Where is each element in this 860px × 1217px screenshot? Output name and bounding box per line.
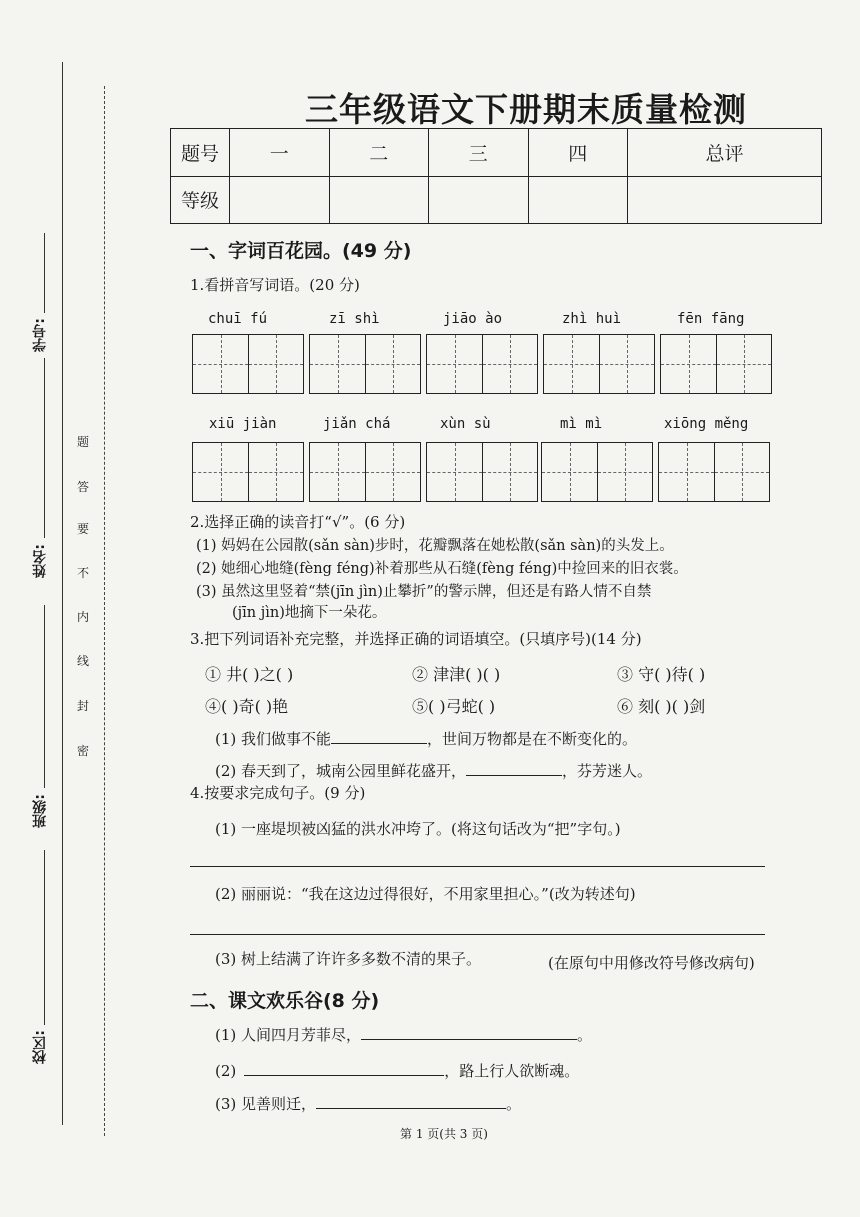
section-heading: 一、字词百花园。(49 分): [190, 240, 412, 262]
fill-blank[interactable]: [244, 1061, 444, 1076]
fill-sentence: (2) 春天到了，城南公园里鲜花盛开， ，芬芳迷人。: [215, 762, 653, 780]
seal-char: 不: [77, 566, 90, 580]
pinyin: zhì huì: [562, 311, 622, 327]
question-line: (2) 丽丽说：“我在这边过得很好，不用家里担心。”(改为转述句): [215, 885, 636, 903]
seal-char: 要: [77, 522, 90, 536]
question-label: 1.看拼音写词语。(20 分): [190, 276, 360, 294]
question-line: (1) 一座堤坝被凶猛的洪水冲垮了。(将这句话改为“把”字句。): [215, 820, 621, 838]
seal-char: 密: [77, 744, 90, 758]
margin-cut-line: [104, 86, 105, 1136]
answer-line[interactable]: [190, 866, 765, 867]
idiom-item: ④( )奇( )艳: [205, 697, 289, 716]
grade-cell[interactable]: [329, 176, 429, 224]
question-label: 2.选择正确的读音打“√”。(6 分): [190, 513, 406, 531]
writing-grid[interactable]: [192, 334, 304, 394]
question-line: (2) 她细心地缝(fèng féng)补着那些从石缝(fèng féng)中捡回来的旧衣裳。: [196, 561, 688, 577]
grade-cell[interactable]: [628, 176, 822, 224]
fill-sentence: (1) 我们做事不能 ，世间万物都是在不断变化的。: [215, 730, 638, 748]
fill-blank[interactable]: [361, 1025, 577, 1040]
writing-grid[interactable]: [660, 334, 772, 394]
writing-grid[interactable]: [658, 442, 770, 502]
class-field[interactable]: [44, 605, 45, 788]
question-note: (在原句中用修改符号修改病句): [548, 954, 755, 972]
score-table-row-label: 等级: [171, 176, 230, 224]
answer-line[interactable]: [190, 934, 765, 935]
idiom-item: ③ 守( )待( ): [617, 665, 706, 684]
grade-cell[interactable]: [528, 176, 628, 224]
recite-line: (1) 人间四月芳菲尽， 。: [215, 1026, 593, 1044]
page-footer: 第 1 页(共 3 页): [400, 1127, 488, 1141]
recite-line: (3) 见善则迁， 。: [215, 1095, 522, 1113]
writing-grid[interactable]: [426, 334, 538, 394]
grade-cell[interactable]: [429, 176, 529, 224]
pinyin: xiōng měng: [664, 416, 749, 432]
name-field[interactable]: [44, 358, 45, 538]
score-table-header: 四: [528, 129, 628, 177]
pinyin: xiū jiàn: [209, 416, 277, 432]
question-line: (1) 妈妈在公园散(sǎn sàn)步时，花瓣飘落在她松散(sǎn sàn)的头发上。: [196, 538, 674, 554]
fill-blank[interactable]: [331, 729, 427, 744]
seal-char: 内: [77, 610, 90, 624]
pinyin: jiāo ào: [443, 311, 503, 327]
score-table-header: 总评: [628, 129, 822, 177]
writing-grid[interactable]: [543, 334, 655, 394]
page-title: 三年级语文下册期末质量检测: [305, 90, 747, 129]
section-heading: 二、课文欢乐谷(8 分): [190, 990, 380, 1012]
score-table-row-label: 题号: [171, 129, 230, 177]
writing-grid[interactable]: [541, 442, 653, 502]
campus-label: 校区:: [32, 1030, 48, 1064]
pinyin: jiǎn chá: [323, 416, 391, 432]
fill-blank[interactable]: [316, 1094, 506, 1109]
writing-grid[interactable]: [309, 442, 421, 502]
pinyin: fēn fāng: [677, 311, 745, 327]
question-line: (3) 虽然这里竖着“禁(jīn jìn)止攀折”的警示牌，但还是有路人情不自禁: [196, 584, 652, 600]
school-id-label: 学号:: [32, 318, 48, 352]
score-table: [170, 128, 822, 224]
campus-field[interactable]: [44, 850, 45, 1025]
fill-blank[interactable]: [466, 761, 562, 776]
seal-char: 题: [77, 435, 90, 449]
pinyin: mì mì: [560, 416, 603, 432]
writing-grid[interactable]: [192, 442, 304, 502]
question-line: (jīn jìn)地摘下一朵花。: [232, 605, 387, 621]
score-table-header: 一: [230, 129, 330, 177]
seal-char: 线: [77, 654, 90, 668]
question-line: (3) 树上结满了许许多多数不清的果子。: [215, 950, 482, 968]
score-table-header: 二: [329, 129, 429, 177]
seal-char: 答: [77, 480, 90, 494]
idiom-item: ① 井( )之( ): [205, 665, 294, 684]
idiom-item: ⑤( )弓蛇( ): [412, 697, 496, 716]
idiom-item: ⑥ 刻( )( )剑: [617, 697, 706, 716]
score-table-header: 三: [429, 129, 529, 177]
pinyin: zī shì: [329, 311, 380, 327]
grade-cell[interactable]: [230, 176, 330, 224]
class-label: 班级:: [32, 794, 48, 828]
seal-char: 封: [77, 699, 90, 713]
pinyin: chuī fú: [208, 311, 268, 327]
pinyin: xùn sù: [440, 416, 491, 432]
idiom-item: ② 津津( )( ): [412, 665, 501, 684]
writing-grid[interactable]: [309, 334, 421, 394]
school-id-field[interactable]: [44, 233, 45, 313]
writing-grid[interactable]: [426, 442, 538, 502]
margin-solid-line: [62, 62, 63, 1125]
recite-line: (2) ，路上行人欲断魂。: [215, 1062, 580, 1080]
name-label: 姓名:: [32, 544, 48, 578]
question-label: 4.按要求完成句子。(9 分): [190, 784, 366, 802]
question-label: 3.把下列词语补充完整，并选择正确的词语填空。(只填序号)(14 分): [190, 630, 642, 648]
